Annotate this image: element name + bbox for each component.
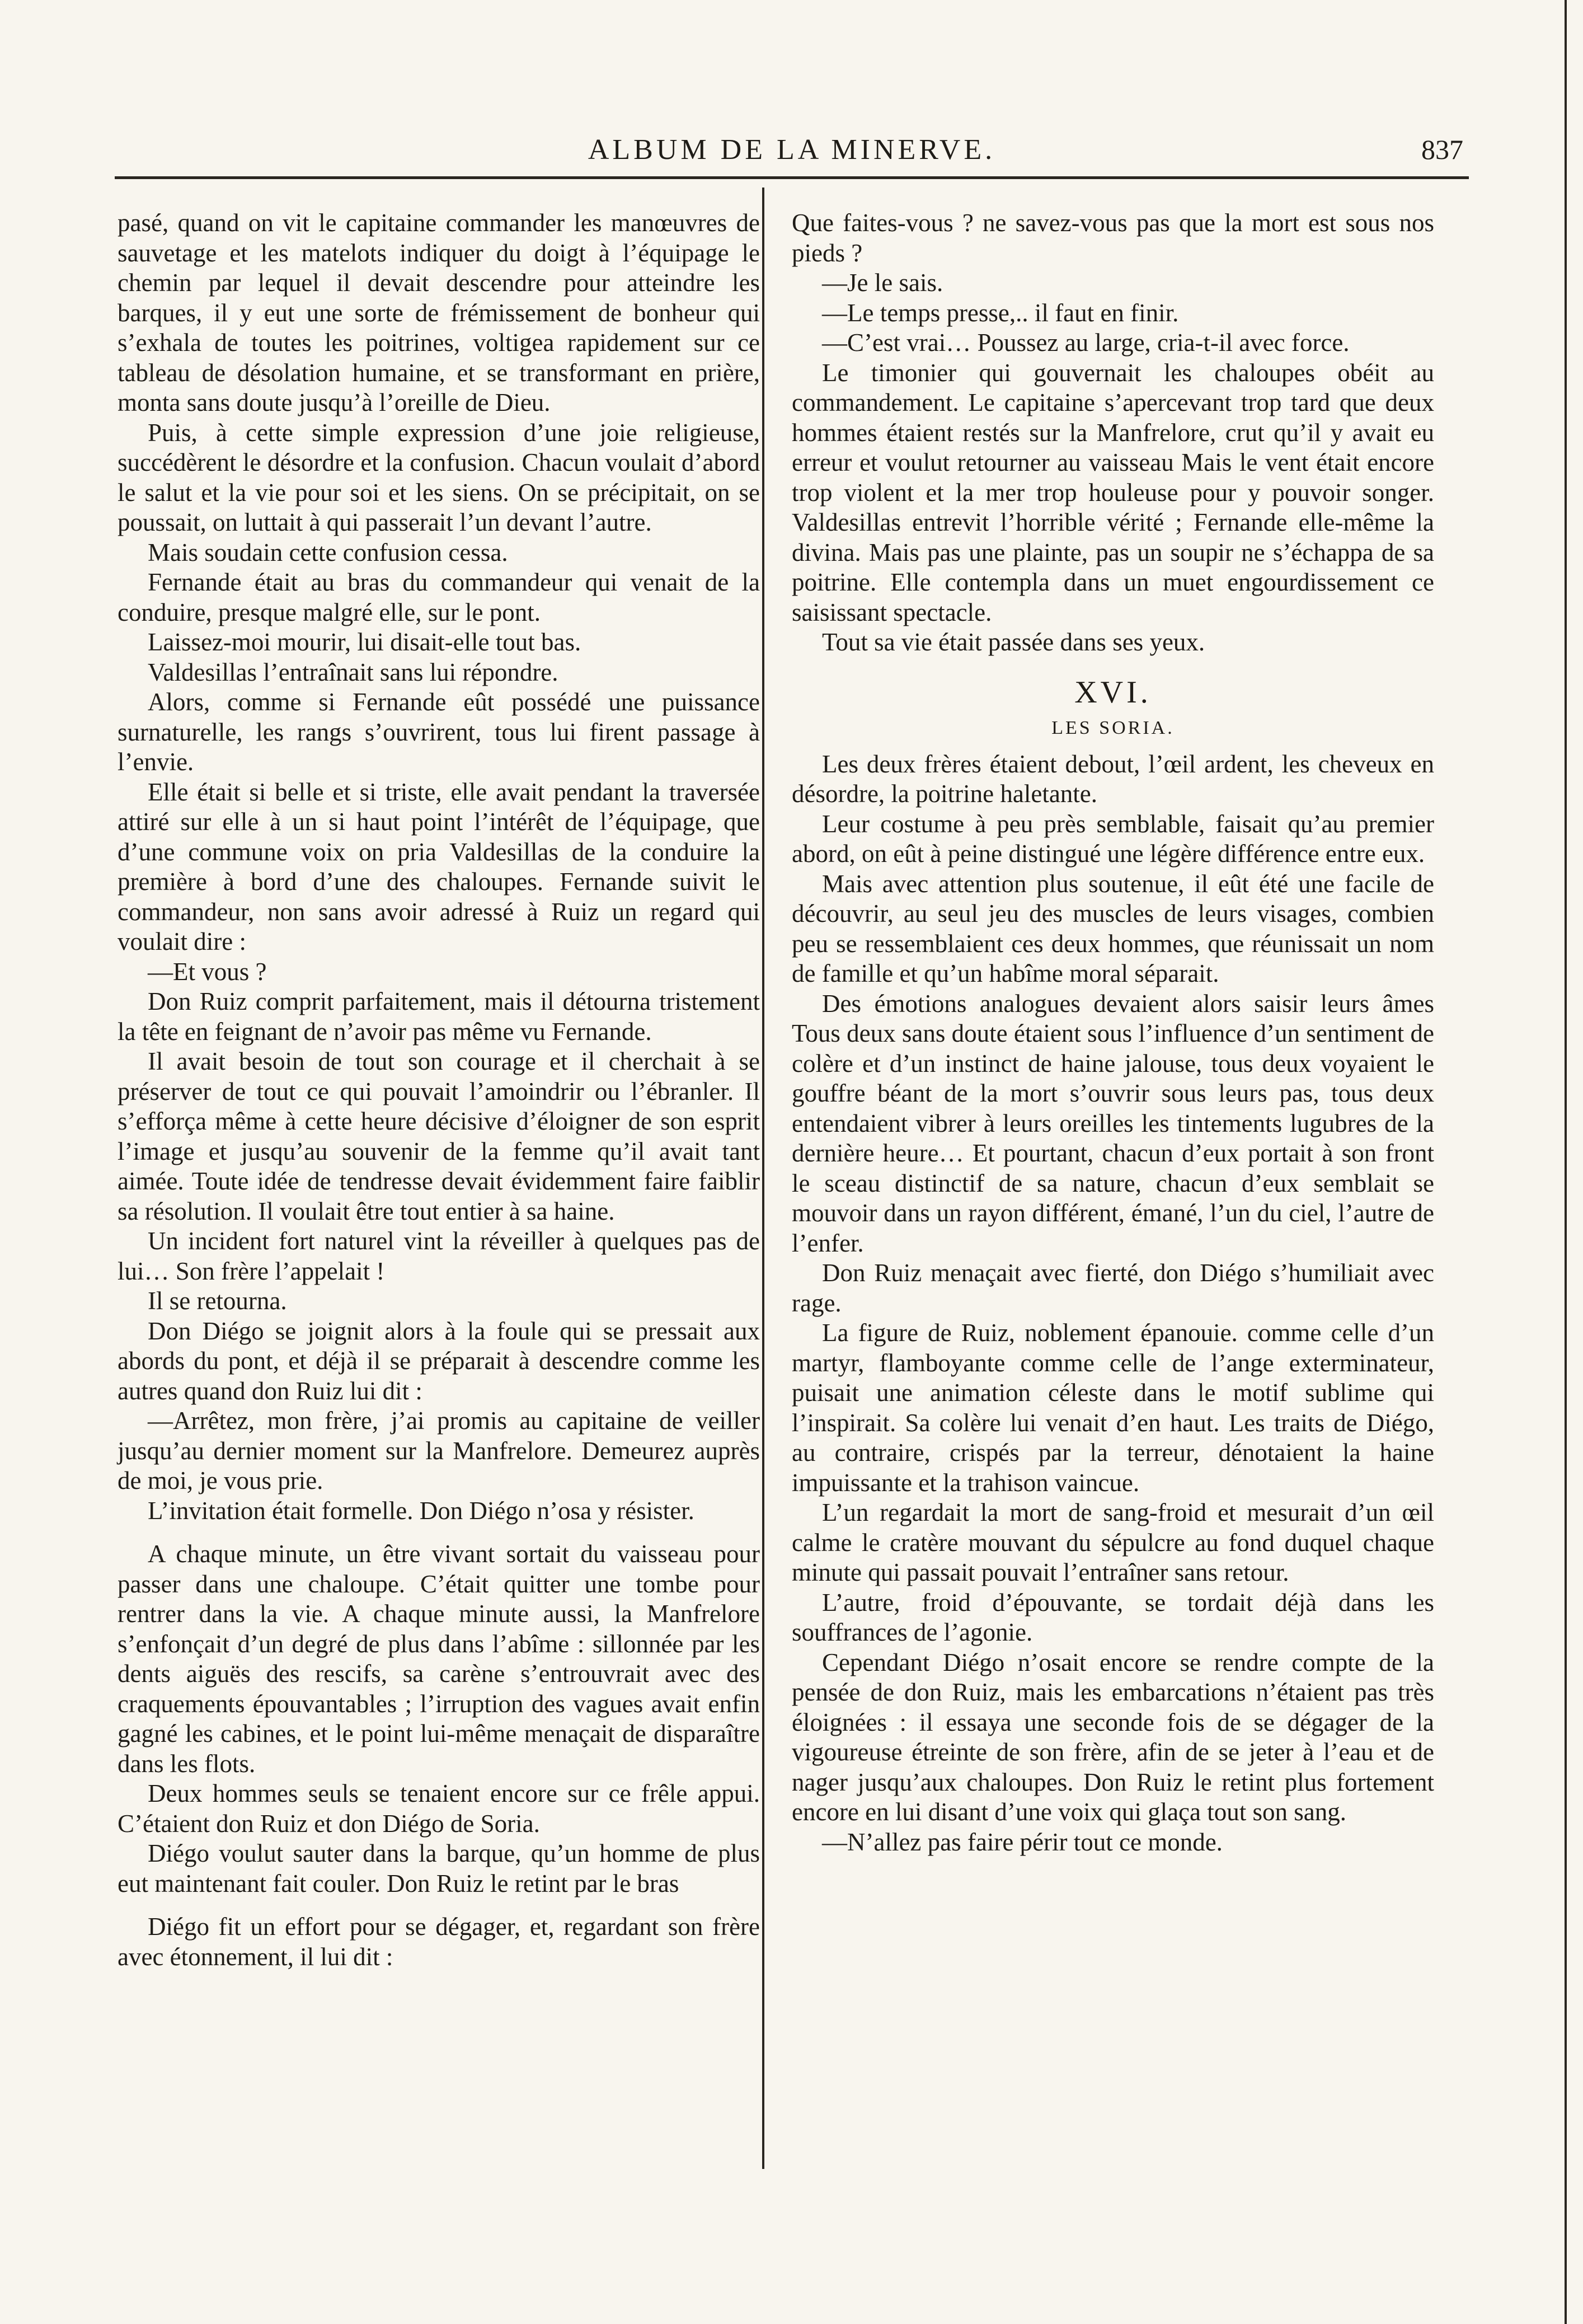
paragraph: Que faites-vous ? ne savez-vous pas que la mort est sous nos pieds ? — [792, 209, 1434, 267]
right-column-after-chapter — [792, 749, 1434, 1858]
paragraph: Les deux frères étaient debout, l’œil ardent, les cheveux en désordre, la poitrine haletante. — [792, 749, 1434, 808]
page-edge-rule — [1565, 0, 1567, 2324]
paragraph: —C’est vrai… Poussez au large, cria-t-il avec force. — [822, 329, 1350, 357]
paragraph: Laissez-moi mourir, lui disait-elle tout bas. — [148, 628, 581, 656]
left-column — [118, 208, 760, 1972]
paragraph: Tout sa vie était passée dans ses yeux. — [822, 628, 1205, 656]
paragraph: —Arrêtez, mon frère, j’ai promis au capitaine de veiller jusqu’au dernier moment sur la Manfrelore. Demeurez auprès de moi, je vous prie. — [118, 1407, 760, 1494]
paragraph: Des émotions analogues devaient alors saisir leurs âmes Tous deux sans doute étaient sous l’influence d’un sentiment de colère et d’un instinct de haine jalouse, tous deux voyaient le gouffre béant de la mort s’ouvrir sous leurs pas, tous deux entendaient vibrer à leurs oreilles les tintements lugubres de la dernière heure… Et pourtant, chacun d’eux portait à son front le sceau distinctif de sa nature, chacun d’eux semblait se mouvoir dans un rayon différent, émané, l’un du ciel, l’autre de l’enfer. — [792, 989, 1434, 1257]
paragraph: Puis, à cette simple expression d’une joie religieuse, succédèrent le désordre et la confusion. Chacun voulait d’abord le salut et la vie pour soi et les siens. On se précipitait, on se poussait, on luttait à qui passerait l’un devant l’autre. — [118, 418, 760, 536]
paragraph: Fernande était au bras du commandeur qui venait de la conduire, presque malgré elle, sur le pont. — [118, 568, 760, 626]
chapter-title: LES SORIA. — [1051, 717, 1175, 738]
paragraph: Il se retourna. — [148, 1287, 287, 1315]
paragraph: Leur costume à peu près semblable, faisait qu’au premier abord, on eût à peine distingué une légère différence entre eux. — [792, 809, 1434, 868]
paragraph: L’invitation était formelle. Don Diégo n’osa y résister. — [148, 1496, 694, 1525]
page-number: 837 — [1421, 134, 1463, 165]
paragraph: L’autre, froid d’épouvante, se tordait déjà dans les souffrances de l’agonie. — [792, 1588, 1434, 1646]
right-column — [792, 208, 1434, 1857]
page-header — [115, 133, 1469, 172]
publication-title: ALBUM DE LA MINERVE. — [588, 134, 996, 166]
paragraph: Mais soudain cette confusion cessa. — [148, 538, 508, 566]
paragraph: Il avait besoin de tout son courage et il cherchait à se préserver de tout ce qui pouvait l’amoindrir ou l’ébranler. Il s’efforça même à cette heure décisive d’éloigner de son esprit l’image et jusqu’au souvenir de la femme qu’il avait tant aimée. Toute idée de tendresse devait évidemment faire faiblir sa résolution. Il voulait être tout entier à sa haine. — [118, 1047, 760, 1225]
paragraph: Diégo voulut sauter dans la barque, qu’un homme de plus eut maintenant fait couler. Don Ruiz le retint par le bras — [118, 1839, 760, 1897]
paragraph: Mais avec attention plus soutenue, il eût été une facile de découvrir, au seul jeu des muscles de leurs visages, combien peu se ressemblaient ces deux hommes, que réunissait un nom de famille et qu’un habîme moral séparait. — [792, 869, 1434, 987]
right-column-before-chapter — [792, 208, 1434, 658]
paragraph: L’un regardait la mort de sang-froid et mesurait d’un œil calme le cratère mouvant du sépulcre au fond duquel chaque minute qui passait pouvait l’entraîner sans retour. — [792, 1498, 1434, 1586]
chapter-number: XVI. — [1074, 674, 1152, 710]
paragraph: Deux hommes seuls se tenaient encore sur ce frêle appui. C’étaient don Ruiz et don Diégo de Soria. — [118, 1779, 760, 1838]
paragraph: —N’allez pas faire périr tout ce monde. — [822, 1828, 1223, 1856]
paragraph: pasé, quand on vit le capitaine commander les manœuvres de sauvetage et les matelots indiquer du doigt à l’équipage le chemin par lequel il devait descendre pour atteindre les barques, il y eut une sorte de frémissement de bonheur qui s’exhala de toutes les poitrines, voltigea rapidement sur ce tableau de désolation humaine, et se transformant en prière, monta sans doute jusqu’à l’oreille de Dieu. — [118, 209, 760, 416]
paragraph: Valdesillas l’entraînait sans lui répondre. — [148, 658, 558, 686]
paragraph: —Et vous ? — [148, 957, 267, 986]
paragraph: Don Ruiz comprit parfaitement, mais il détourna tristement la tête en feignant de n’avoir pas même vu Fernande. — [118, 987, 760, 1046]
paragraph: Un incident fort naturel vint la réveiller à quelques pas de lui… Son frère l’appelait ! — [118, 1227, 760, 1285]
paragraph: A chaque minute, un être vivant sortait du vaisseau pour passer dans une chaloupe. C’était quitter une tombe pour rentrer dans la vie. A chaque minute aussi, la Manfrelore s’enfonçait d’un degré de plus dans l’abîme : sillonnée par les dents aiguës des rescifs, sa carène s’entrouvrait avec des craquements épouvantables ; l’irruption des vagues avait enfin gagné les cabines, et le point lui-même menaçait de disparaître dans les flots. — [118, 1540, 760, 1778]
paragraph: —Le temps presse,.. il faut en finir. — [822, 298, 1179, 327]
paragraph: Le timonier qui gouvernait les chaloupes obéit au commandement. Le capitaine s’apercevant trop tard que deux hommes étaient restés sur la Manfrelore, crut qu’il y avait eu erreur et voulut retourner au vaisseau Mais le vent était encore trop violent et la mer trop houleuse pour y pouvoir songer. Valdesillas entrevit l’horrible vérité ; Fernande elle-même la divina. Mais pas une plainte, pas un soupir ne s’échappa de sa poitrine. Elle contempla dans un muet engourdissement ce saisissant spectacle. — [792, 358, 1434, 626]
paragraph: Don Ruiz menaçait avec fierté, don Diégo s’humiliait avec rage. — [792, 1259, 1434, 1317]
paragraph: Alors, comme si Fernande eût possédé une puissance surnaturelle, les rangs s’ouvrirent, tous lui firent passage à l’envie. — [118, 688, 760, 776]
paragraph: La figure de Ruiz, noblement épanouie. comme celle d’un martyr, flamboyante comme celle de l’ange exterminateur, puisait une animation céleste dans le motif sublime qui l’inspirait. Sa colère lui venait d’en haut. Les traits de Diégo, au contraire, crispés par la terreur, dénotaient la haine impuissante et la trahison vaincue. — [792, 1319, 1434, 1497]
paragraph: Diégo fit un effort pour se dégager, et, regardant son frère avec étonnement, il lui dit : — [118, 1913, 760, 1971]
paragraph: Elle était si belle et si triste, elle avait pendant la traversée attiré sur elle à un si haut point l’intérêt de l’équipage, que d’une commune voix on pria Valdesillas de la conduire la première à bord d’une des chaloupes. Fernande suivit le commandeur, non sans avoir adressé à Ruiz un regard qui voulait dire : — [118, 777, 760, 955]
paragraph: Cependant Diégo n’osait encore se rendre compte de la pensée de don Ruiz, mais les embarcations n’étaient pas très éloignées : il essaya une seconde fois de se dégager de la vigoureuse étreinte de son frère, afin de se jeter à l’eau et de nager jusqu’aux chaloupes. Don Ruiz le retint plus fortement encore en lui disant d’une voix qui glaça tout son sang. — [792, 1648, 1434, 1826]
paragraph: Don Diégo se joignit alors à la foule qui se pressait aux abords du pont, et déjà il se préparait à descendre comme les autres quand don Ruiz lui dit : — [118, 1316, 760, 1405]
column-divider — [762, 188, 764, 2169]
header-rule — [115, 176, 1469, 179]
paragraph: —Je le sais. — [822, 269, 943, 297]
